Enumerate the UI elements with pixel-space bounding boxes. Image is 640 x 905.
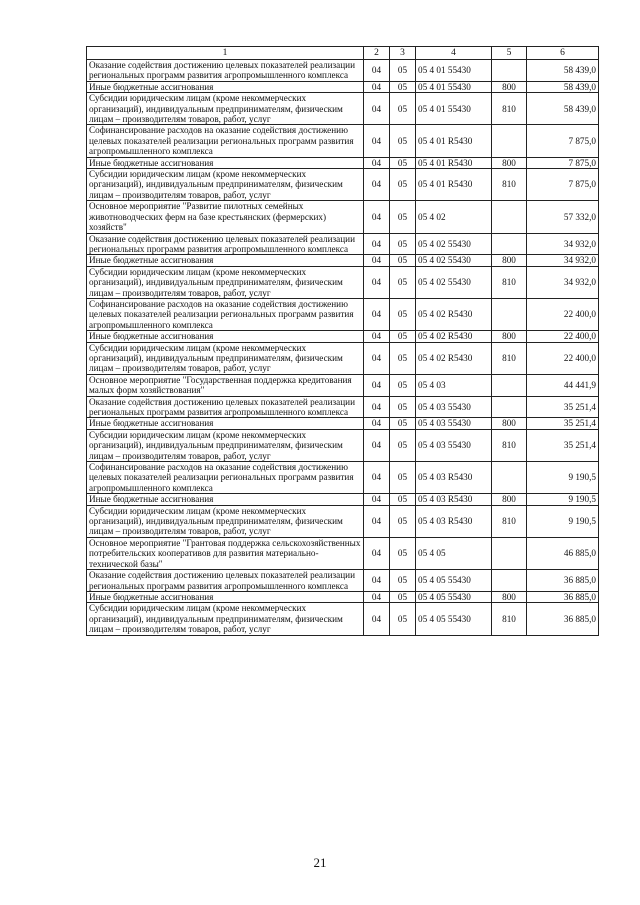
table-row (87, 570, 599, 592)
row-name-cell: Иные бюджетные ассигнования (87, 494, 364, 505)
row-amount-cell: 9 190,5 (527, 462, 599, 494)
row-target-article-cell: 05 4 02 R5430 (416, 298, 492, 330)
row-target-article-cell: 05 4 03 R5430 (416, 462, 492, 494)
table-row (87, 125, 599, 157)
row-subsection-cell: 05 (390, 60, 416, 82)
table-row (87, 93, 599, 125)
row-amount-cell: 9 190,5 (527, 494, 599, 505)
row-section-cell: 04 (364, 494, 390, 505)
page-number: 21 (313, 855, 327, 870)
row-amount-cell: 22 400,0 (527, 331, 599, 342)
row-amount-cell: 7 875,0 (527, 169, 599, 201)
row-amount-cell: 7 875,0 (527, 125, 599, 157)
row-target-article-cell: 05 4 01 R5430 (416, 125, 492, 157)
row-name-cell: Иные бюджетные ассигнования (87, 157, 364, 168)
row-name-cell: Софинансирование расходов на оказание содействия достижению целевых показателей реализации региональных программ развития агропромышленного комплекса (87, 125, 364, 157)
row-amount-cell: 34 932,0 (527, 255, 599, 266)
row-amount-cell: 22 400,0 (527, 342, 599, 374)
header-row (87, 47, 599, 60)
row-subsection-cell: 05 (390, 429, 416, 461)
row-expense-type-cell (492, 233, 527, 255)
row-expense-type-cell (492, 201, 527, 233)
row-name-cell: Софинансирование расходов на оказание содействия достижению целевых показателей реализации региональных программ развития агропромышленного комплекса (87, 298, 364, 330)
row-expense-type-cell: 800 (492, 331, 527, 342)
row-target-article-cell: 05 4 02 55430 (416, 266, 492, 298)
row-expense-type-cell: 810 (492, 266, 527, 298)
row-section-cell: 04 (364, 233, 390, 255)
row-name-cell: Иные бюджетные ассигнования (87, 331, 364, 342)
row-expense-type-cell: 810 (492, 505, 527, 537)
row-name-cell: Иные бюджетные ассигнования (87, 81, 364, 92)
row-target-article-cell: 05 4 03 R5430 (416, 505, 492, 537)
row-amount-cell: 35 251,4 (527, 418, 599, 429)
table-row (87, 298, 599, 330)
row-expense-type-cell: 810 (492, 603, 527, 635)
row-expense-type-cell (492, 570, 527, 592)
row-section-cell: 04 (364, 93, 390, 125)
row-name-cell: Субсидии юридическим лицам (кроме некоммерческих организаций), индивидуальным предпринимателям, физическим лицам – производителям товаров, работ, услуг (87, 266, 364, 298)
row-name-cell: Субсидии юридическим лицам (кроме некоммерческих организаций), индивидуальным предпринимателям, физическим лицам – производителям товаров, работ, услуг (87, 342, 364, 374)
row-amount-cell: 9 190,5 (527, 505, 599, 537)
table-body (87, 60, 599, 636)
table-row (87, 60, 599, 82)
row-name-cell: Софинансирование расходов на оказание содействия достижению целевых показателей реализации региональных программ развития агропромышленного комплекса (87, 462, 364, 494)
table-row (87, 418, 599, 429)
row-subsection-cell: 05 (390, 591, 416, 602)
row-section-cell: 04 (364, 169, 390, 201)
table-row (87, 233, 599, 255)
table-row (87, 374, 599, 396)
row-name-cell: Иные бюджетные ассигнования (87, 255, 364, 266)
row-name-cell: Оказание содействия достижению целевых показателей реализации региональных программ развития агропромышленного комплекса (87, 570, 364, 592)
row-subsection-cell: 05 (390, 374, 416, 396)
row-section-cell: 04 (364, 570, 390, 592)
budget-table (86, 46, 599, 636)
row-subsection-cell: 05 (390, 331, 416, 342)
row-subsection-cell: 05 (390, 266, 416, 298)
table-row (87, 591, 599, 602)
row-expense-type-cell (492, 125, 527, 157)
row-section-cell: 04 (364, 255, 390, 266)
row-section-cell: 04 (364, 331, 390, 342)
table-row (87, 255, 599, 266)
row-subsection-cell: 05 (390, 603, 416, 635)
row-section-cell: 04 (364, 157, 390, 168)
row-amount-cell: 22 400,0 (527, 298, 599, 330)
row-expense-type-cell: 800 (492, 494, 527, 505)
row-section-cell: 04 (364, 418, 390, 429)
row-section-cell: 04 (364, 60, 390, 82)
row-subsection-cell: 05 (390, 494, 416, 505)
row-expense-type-cell: 810 (492, 169, 527, 201)
row-target-article-cell: 05 4 05 (416, 537, 492, 569)
row-subsection-cell: 05 (390, 81, 416, 92)
row-expense-type-cell (492, 374, 527, 396)
table-row (87, 603, 599, 635)
table-row (87, 494, 599, 505)
row-subsection-cell: 05 (390, 255, 416, 266)
row-subsection-cell: 05 (390, 505, 416, 537)
table-row (87, 429, 599, 461)
table-row (87, 342, 599, 374)
row-expense-type-cell (492, 60, 527, 82)
table-row (87, 169, 599, 201)
row-expense-type-cell: 800 (492, 255, 527, 266)
table-row (87, 462, 599, 494)
table-row (87, 331, 599, 342)
table-row (87, 81, 599, 92)
row-name-cell: Субсидии юридическим лицам (кроме некоммерческих организаций), индивидуальным предпринимателям, физическим лицам – производителям товаров, работ, услуг (87, 603, 364, 635)
row-section-cell: 04 (364, 462, 390, 494)
row-name-cell: Иные бюджетные ассигнования (87, 418, 364, 429)
row-subsection-cell: 05 (390, 169, 416, 201)
row-section-cell: 04 (364, 266, 390, 298)
row-section-cell: 04 (364, 298, 390, 330)
row-subsection-cell: 05 (390, 93, 416, 125)
header-col-6: 6 (527, 47, 599, 60)
row-target-article-cell: 05 4 03 55430 (416, 418, 492, 429)
row-name-cell: Оказание содействия достижению целевых показателей реализации региональных программ развития агропромышленного комплекса (87, 233, 364, 255)
table-row (87, 266, 599, 298)
row-name-cell: Субсидии юридическим лицам (кроме некоммерческих организаций), индивидуальным предпринимателям, физическим лицам – производителям товаров, работ, услуг (87, 429, 364, 461)
row-expense-type-cell (492, 462, 527, 494)
row-expense-type-cell (492, 298, 527, 330)
row-name-cell: Основное мероприятие "Государственная поддержка кредитования малых форм хозяйствования" (87, 374, 364, 396)
row-section-cell: 04 (364, 537, 390, 569)
row-target-article-cell: 05 4 01 55430 (416, 81, 492, 92)
row-subsection-cell: 05 (390, 201, 416, 233)
row-amount-cell: 57 332,0 (527, 201, 599, 233)
row-target-article-cell: 05 4 01 R5430 (416, 157, 492, 168)
row-target-article-cell: 05 4 03 R5430 (416, 494, 492, 505)
row-subsection-cell: 05 (390, 342, 416, 374)
table-row (87, 537, 599, 569)
row-amount-cell: 35 251,4 (527, 396, 599, 418)
row-target-article-cell: 05 4 03 55430 (416, 429, 492, 461)
row-subsection-cell: 05 (390, 570, 416, 592)
row-name-cell: Оказание содействия достижению целевых показателей реализации региональных программ развития агропромышленного комплекса (87, 396, 364, 418)
row-subsection-cell: 05 (390, 125, 416, 157)
row-target-article-cell: 05 4 01 R5430 (416, 169, 492, 201)
row-name-cell: Субсидии юридическим лицам (кроме некоммерческих организаций), индивидуальным предпринимателям, физическим лицам – производителям товаров, работ, услуг (87, 169, 364, 201)
row-target-article-cell: 05 4 02 55430 (416, 255, 492, 266)
row-name-cell: Основное мероприятие "Развитие пилотных семейных животноводческих ферм на базе крестьянских (фермерских) хозяйств" (87, 201, 364, 233)
row-target-article-cell: 05 4 03 55430 (416, 396, 492, 418)
row-expense-type-cell (492, 537, 527, 569)
table-row (87, 505, 599, 537)
row-name-cell: Основное мероприятие "Грантовая поддержка сельскохозяйственных потребительских кооперативов для развития материально-технической базы" (87, 537, 364, 569)
row-subsection-cell: 05 (390, 396, 416, 418)
row-section-cell: 04 (364, 429, 390, 461)
row-amount-cell: 58 439,0 (527, 81, 599, 92)
row-amount-cell: 46 885,0 (527, 537, 599, 569)
row-amount-cell: 44 441,9 (527, 374, 599, 396)
row-name-cell: Субсидии юридическим лицам (кроме некоммерческих организаций), индивидуальным предпринимателям, физическим лицам – производителям товаров, работ, услуг (87, 93, 364, 125)
row-section-cell: 04 (364, 342, 390, 374)
row-target-article-cell: 05 4 01 55430 (416, 60, 492, 82)
row-amount-cell: 58 439,0 (527, 60, 599, 82)
row-amount-cell: 36 885,0 (527, 570, 599, 592)
header-col-4: 4 (416, 47, 492, 60)
row-section-cell: 04 (364, 603, 390, 635)
header-col-1: 1 (87, 47, 364, 60)
header-col-2: 2 (364, 47, 390, 60)
table-row (87, 157, 599, 168)
row-expense-type-cell: 810 (492, 342, 527, 374)
row-amount-cell: 35 251,4 (527, 429, 599, 461)
row-name-cell: Иные бюджетные ассигнования (87, 591, 364, 602)
row-amount-cell: 34 932,0 (527, 233, 599, 255)
row-expense-type-cell: 810 (492, 429, 527, 461)
row-amount-cell: 36 885,0 (527, 603, 599, 635)
row-target-article-cell: 05 4 05 55430 (416, 591, 492, 602)
row-subsection-cell: 05 (390, 418, 416, 429)
header-col-5: 5 (492, 47, 527, 60)
row-subsection-cell: 05 (390, 233, 416, 255)
header-col-3: 3 (390, 47, 416, 60)
row-target-article-cell: 05 4 02 (416, 201, 492, 233)
row-subsection-cell: 05 (390, 537, 416, 569)
row-name-cell: Оказание содействия достижению целевых показателей реализации региональных программ развития агропромышленного комплекса (87, 60, 364, 82)
row-expense-type-cell: 800 (492, 591, 527, 602)
row-name-cell: Субсидии юридическим лицам (кроме некоммерческих организаций), индивидуальным предпринимателям, физическим лицам – производителям товаров, работ, услуг (87, 505, 364, 537)
row-target-article-cell: 05 4 02 R5430 (416, 331, 492, 342)
row-expense-type-cell: 800 (492, 418, 527, 429)
row-target-article-cell: 05 4 05 55430 (416, 603, 492, 635)
row-target-article-cell: 05 4 01 55430 (416, 93, 492, 125)
row-subsection-cell: 05 (390, 462, 416, 494)
row-amount-cell: 58 439,0 (527, 93, 599, 125)
row-target-article-cell: 05 4 02 R5430 (416, 342, 492, 374)
row-target-article-cell: 05 4 02 55430 (416, 233, 492, 255)
row-amount-cell: 36 885,0 (527, 591, 599, 602)
row-target-article-cell: 05 4 05 55430 (416, 570, 492, 592)
row-section-cell: 04 (364, 201, 390, 233)
row-expense-type-cell (492, 396, 527, 418)
row-target-article-cell: 05 4 03 (416, 374, 492, 396)
row-amount-cell: 34 932,0 (527, 266, 599, 298)
table-row (87, 201, 599, 233)
row-section-cell: 04 (364, 505, 390, 537)
row-expense-type-cell: 800 (492, 81, 527, 92)
row-section-cell: 04 (364, 591, 390, 602)
row-expense-type-cell: 800 (492, 157, 527, 168)
row-section-cell: 04 (364, 81, 390, 92)
row-subsection-cell: 05 (390, 157, 416, 168)
row-expense-type-cell: 810 (492, 93, 527, 125)
row-section-cell: 04 (364, 396, 390, 418)
row-subsection-cell: 05 (390, 298, 416, 330)
row-section-cell: 04 (364, 125, 390, 157)
row-section-cell: 04 (364, 374, 390, 396)
table-row (87, 396, 599, 418)
row-amount-cell: 7 875,0 (527, 157, 599, 168)
